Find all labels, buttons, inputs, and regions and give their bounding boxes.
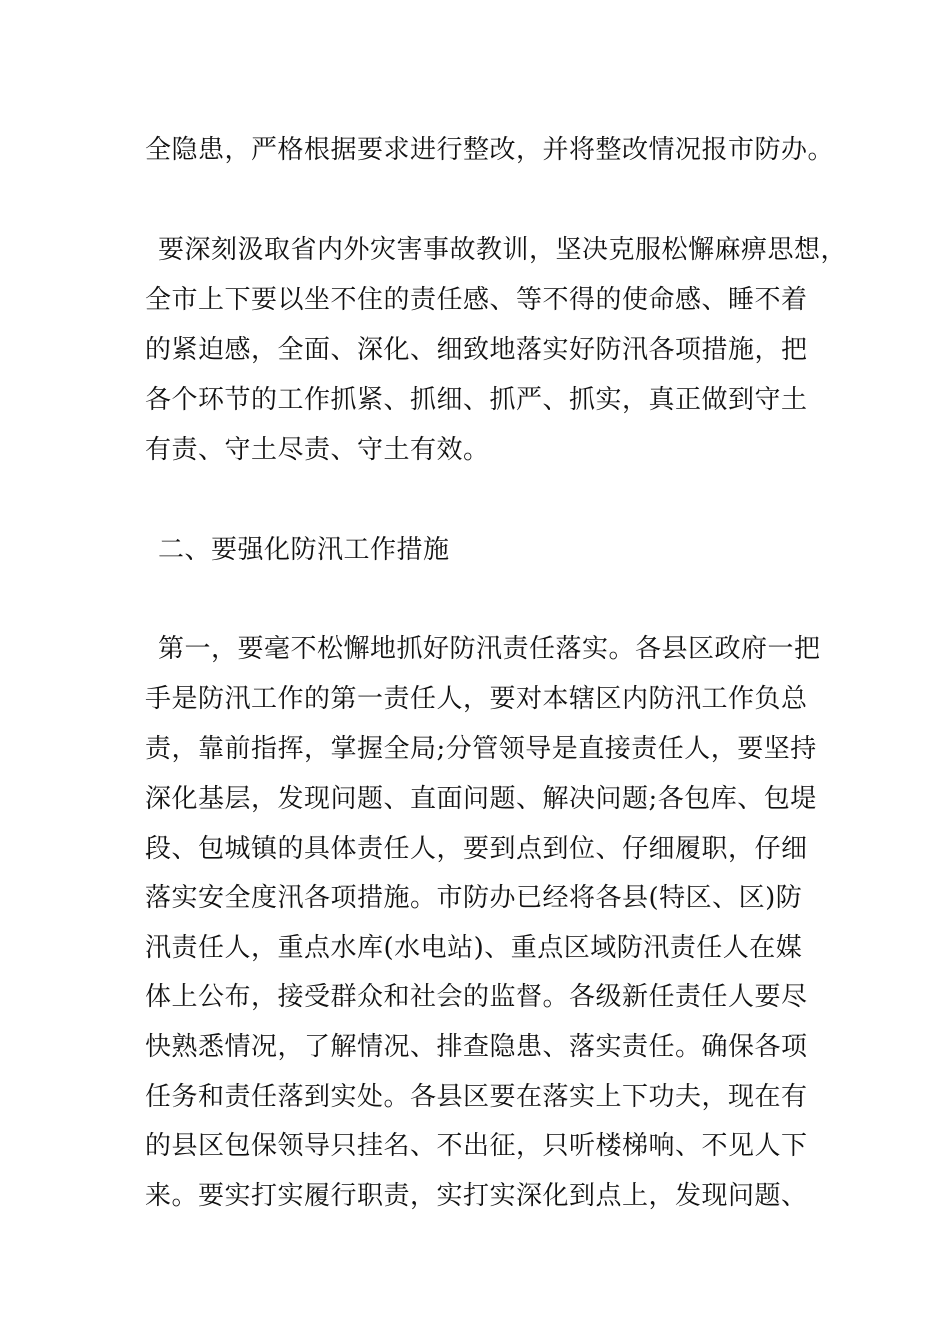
paragraph-2-line-1: 要深刻汲取省内外灾害事故教训，坚决克服松懈麻痹思想，: [158, 235, 848, 265]
paragraph-3-line-5: 段、包城镇的具体责任人，要到点到位、仔细履职，仔细: [145, 834, 808, 864]
paragraph-2-line-2: 全市上下要以坐不住的责任感、等不得的使命感、睡不着: [145, 285, 808, 315]
paragraph-3-line-8: 体上公布，接受群众和社会的监督。各级新任责任人要尽: [145, 982, 808, 1012]
paragraph-3-line-6: 落实安全度汛各项措施。市防办已经将各县(特区、区)防: [145, 883, 803, 913]
paragraph-2-line-3: 的紧迫感，全面、深化、细致地落实好防汛各项措施，把: [145, 335, 808, 365]
paragraph-3-line-2: 手是防汛工作的第一责任人，要对本辖区内防汛工作负总: [145, 684, 808, 714]
paragraph-3-line-12: 来。要实打实履行职责，实打实深化到点上，发现问题、: [145, 1181, 808, 1211]
paragraph-3-line-1: 第一，要毫不松懈地抓好防汛责任落实。各县区政府一把: [158, 634, 821, 664]
paragraph-3-line-11: 的县区包保领导只挂名、不出征，只听楼梯响、不见人下: [145, 1131, 808, 1161]
section-heading: 二、要强化防汛工作措施: [158, 535, 450, 565]
paragraph-3-line-3: 责，靠前指挥，掌握全局;分管领导是直接责任人，要坚持: [145, 734, 817, 764]
paragraph-2-line-4: 各个环节的工作抓紧、抓细、抓严、抓实，真正做到守土: [145, 385, 808, 415]
paragraph-3-line-10: 任务和责任落到实处。各县区要在落实上下功夫，现在有: [145, 1082, 808, 1112]
paragraph-1-line-1: 全隐患，严格根据要求进行整改，并将整改情况报市防办。: [145, 135, 835, 165]
paragraph-3-line-4: 深化基层，发现问题、直面问题、解决问题;各包库、包堤: [145, 784, 817, 814]
paragraph-3-line-9: 快熟悉情况，了解情况、排查隐患、落实责任。确保各项: [145, 1032, 808, 1062]
paragraph-3-line-7: 汛责任人，重点水库(水电站)、重点区域防汛责任人在媒: [145, 933, 803, 963]
paragraph-2-line-5: 有责、守土尽责、守土有效。: [145, 435, 490, 465]
